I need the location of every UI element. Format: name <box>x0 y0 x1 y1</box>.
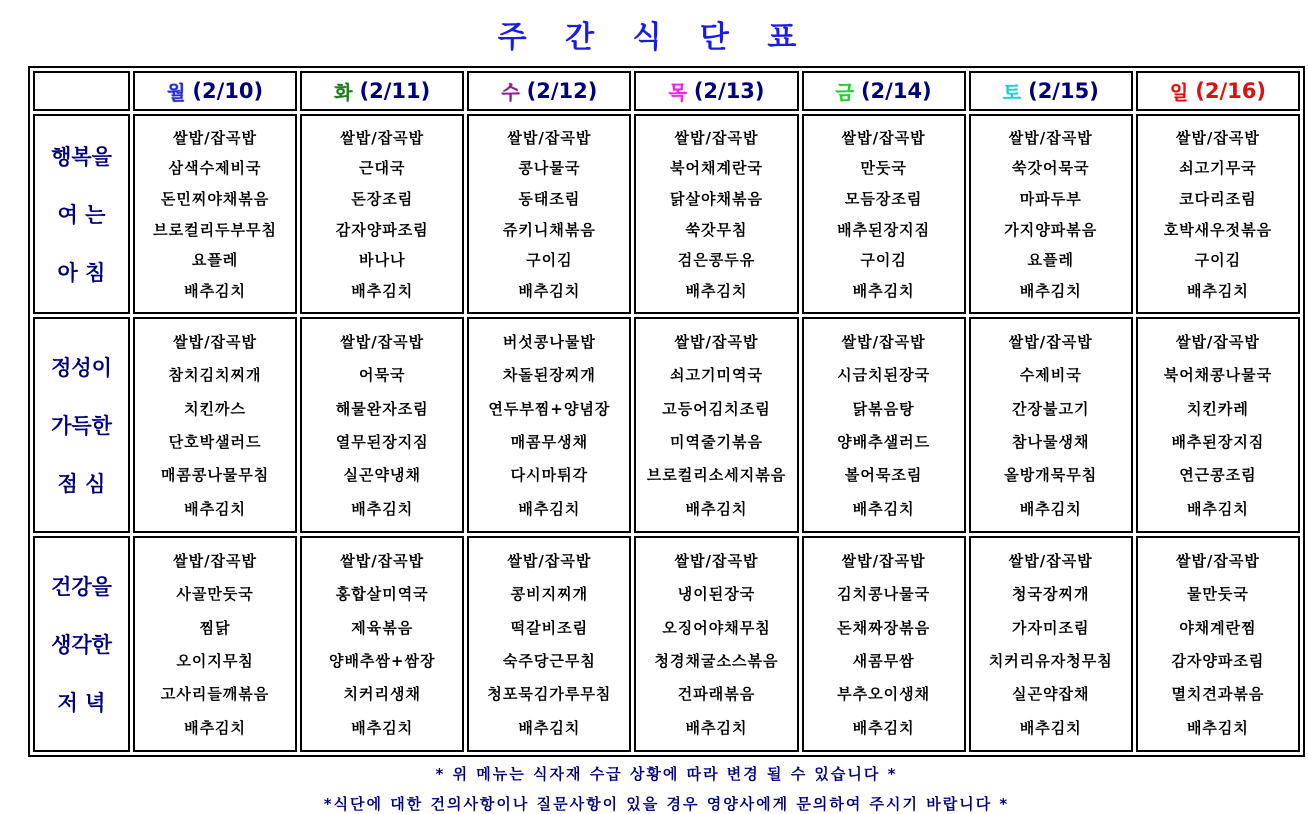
menu-item: 쌀밥/잡곡밥 <box>340 333 425 352</box>
menu-item: 구이김 <box>860 251 907 270</box>
menu-item: 배추김치 <box>685 718 748 737</box>
menu-item: 참나물생채 <box>1012 433 1090 452</box>
menu-item: 북어채계란국 <box>670 159 763 178</box>
menu-item: 차돌된장찌개 <box>502 366 596 385</box>
menu-cell <box>634 114 798 314</box>
menu-item: 배추김치 <box>852 718 915 737</box>
menu-item: 치커리생채 <box>343 685 421 704</box>
day-header-row <box>33 71 1300 111</box>
page-title: 주 간 식 단 표 <box>497 20 811 55</box>
menu-cell <box>300 317 464 533</box>
menu-item: 배추김치 <box>518 499 581 518</box>
menu-item: 배추김치 <box>1186 718 1249 737</box>
menu-item: 배추된장지짐 <box>837 220 931 239</box>
menu-item: 김치콩나물국 <box>837 585 931 604</box>
menu-item: 북어채콩나물국 <box>1163 366 1273 385</box>
menu-item: 쌀밥/잡곡밥 <box>507 128 592 147</box>
menu-item: 배추김치 <box>1019 282 1082 301</box>
day-glyph-icon: 수 <box>501 81 520 104</box>
menu-item: 쌀밥/잡곡밥 <box>1008 128 1093 147</box>
menu-item: 만둣국 <box>860 159 907 178</box>
menu-item: 간장불고기 <box>1012 399 1090 418</box>
menu-item: 닭볶음탕 <box>852 399 915 418</box>
menu-item: 쑥갓어묵국 <box>1012 159 1090 178</box>
meal-row-label-breakfast <box>33 114 130 314</box>
menu-item: 구이김 <box>526 251 573 270</box>
meal-row-label-lunch <box>33 317 130 533</box>
day-glyph-icon: 토 <box>1002 81 1022 104</box>
menu-cell <box>300 536 464 752</box>
day-header-cell <box>467 71 631 111</box>
menu-item: 냉이된장국 <box>677 585 756 604</box>
menu-item: 열무된장지짐 <box>335 433 429 452</box>
menu-item: 쌀밥/잡곡밥 <box>340 552 425 571</box>
menu-cell <box>133 114 297 314</box>
menu-item: 고사리들깨볶음 <box>160 685 270 704</box>
menu-item: 실곤약잡채 <box>1012 685 1090 704</box>
menu-item: 연두부찜+양념장 <box>488 399 611 418</box>
menu-item: 삼색수제비국 <box>168 159 262 178</box>
menu-item: 동태조림 <box>518 190 581 209</box>
menu-cell <box>133 536 297 752</box>
menu-item: 요플레 <box>191 251 239 270</box>
menu-item: 근대국 <box>358 159 406 178</box>
menu-item: 버섯콩나물밥 <box>502 333 596 352</box>
menu-item: 참치김치찌개 <box>168 366 262 385</box>
menu-item: 야채계란찜 <box>1179 618 1257 637</box>
day-date: (2/16) <box>1195 79 1266 103</box>
menu-item: 해물완자조림 <box>335 399 429 418</box>
day-glyph-icon: 화 <box>334 81 353 104</box>
menu-item: 쌀밥/잡곡밥 <box>841 128 926 147</box>
menu-item: 쌀밥/잡곡밥 <box>674 333 759 352</box>
menu-item: 구이김 <box>1194 251 1242 270</box>
meal-row-label-line: 점 심 <box>57 472 106 496</box>
day-date: (2/13) <box>693 79 765 103</box>
menu-item: 배추김치 <box>1019 718 1082 737</box>
menu-item: 올방개묵무침 <box>1004 466 1098 485</box>
menu-item: 다시마튀각 <box>510 466 589 485</box>
day-header-cell <box>802 71 966 111</box>
menu-item: 배추김치 <box>351 499 414 518</box>
menu-item: 배추김치 <box>351 718 414 737</box>
corner-cell <box>33 71 130 111</box>
menu-item: 치킨까스 <box>184 399 247 418</box>
meal-row-label-line: 행복을 <box>51 145 112 169</box>
menu-item: 검은콩두유 <box>677 251 756 270</box>
meal-row-label-line: 아 침 <box>57 261 106 285</box>
menu-item: 배추김치 <box>1019 499 1082 518</box>
menu-item: 배추김치 <box>1186 499 1249 518</box>
menu-cell <box>802 114 966 314</box>
menu-item: 가자미조림 <box>1012 618 1090 637</box>
menu-item: 쇠고기무국 <box>1179 159 1257 178</box>
day-header-cell <box>634 71 798 111</box>
menu-item: 쌀밥/잡곡밥 <box>1175 552 1260 571</box>
menu-item: 청경채굴소스볶음 <box>654 652 779 671</box>
menu-cell <box>1136 536 1300 752</box>
day-date: (2/14) <box>860 79 932 103</box>
footer-notes <box>28 763 1305 814</box>
menu-item: 쌀밥/잡곡밥 <box>173 552 258 571</box>
meal-row-label-dinner <box>33 536 130 752</box>
day-date: (2/11) <box>359 79 431 103</box>
menu-item: 마파두부 <box>1019 190 1082 209</box>
menu-item: 떡갈비조림 <box>510 618 589 637</box>
menu-item: 오징어야채무침 <box>662 618 771 637</box>
menu-cell <box>467 317 631 533</box>
footer-note-contact-dietitian: *식단에 대한 건의사항이나 질문사항이 있을 경우 영양사에게 문의하여 주시기 바랍니다 * <box>323 795 1010 813</box>
menu-item: 제육볶음 <box>351 618 414 637</box>
menu-item: 요플레 <box>1027 251 1075 270</box>
day-header-cell <box>133 71 297 111</box>
menu-item: 배추김치 <box>351 282 414 301</box>
day-header-cell <box>1136 71 1300 111</box>
menu-item: 쌀밥/잡곡밥 <box>841 333 926 352</box>
day-date: (2/12) <box>526 79 598 103</box>
menu-item: 콩나물국 <box>518 159 581 178</box>
menu-item: 양배추샐러드 <box>837 433 931 452</box>
menu-item: 시금치된장국 <box>837 366 931 385</box>
menu-item: 쌀밥/잡곡밥 <box>674 552 759 571</box>
menu-item: 닭살야채볶음 <box>670 190 763 209</box>
menu-item: 쌀밥/잡곡밥 <box>1008 552 1093 571</box>
menu-item: 어묵국 <box>358 366 406 385</box>
menu-item: 쌀밥/잡곡밥 <box>173 333 258 352</box>
menu-item: 돈장조림 <box>351 190 414 209</box>
menu-item: 새콤무쌈 <box>852 652 915 671</box>
menu-item: 치킨카레 <box>1186 399 1249 418</box>
meal-row-label-line: 여 는 <box>57 203 106 227</box>
menu-item: 청국장찌개 <box>1012 585 1090 604</box>
menu-item: 바나나 <box>358 251 406 270</box>
menu-cell <box>969 317 1133 533</box>
menu-cell <box>300 114 464 314</box>
menu-item: 쑥갓무침 <box>685 220 748 239</box>
menu-item: 양배추쌈+쌈장 <box>328 652 436 671</box>
meal-row-lunch <box>33 317 1300 533</box>
meal-row-label-line: 가득한 <box>51 414 112 438</box>
menu-item: 배추김치 <box>685 282 748 301</box>
menu-item: 감자양파조림 <box>335 220 429 239</box>
day-glyph-icon: 월 <box>167 81 186 104</box>
menu-cell <box>634 317 798 533</box>
menu-item: 부추오이생채 <box>837 685 931 704</box>
menu-item: 배추김치 <box>852 282 915 301</box>
meal-row-breakfast <box>33 114 1300 314</box>
menu-item: 쇠고기미역국 <box>670 366 763 385</box>
meal-row-label-line: 저 녁 <box>57 691 106 715</box>
menu-item: 배추김치 <box>1186 282 1249 301</box>
menu-item: 사골만둣국 <box>176 585 254 604</box>
menu-cell <box>969 114 1133 314</box>
menu-item: 쌀밥/잡곡밥 <box>173 128 258 147</box>
menu-item: 쌀밥/잡곡밥 <box>507 552 592 571</box>
menu-item: 오이지무침 <box>176 652 254 671</box>
menu-item: 단호박샐러드 <box>168 433 262 452</box>
menu-cell <box>1136 317 1300 533</box>
menu-item: 숙주당근무침 <box>502 652 596 671</box>
menu-item: 콩비지찌개 <box>510 585 589 604</box>
day-glyph-icon: 목 <box>668 81 687 104</box>
menu-table-body <box>33 114 1300 752</box>
day-date: (2/15) <box>1028 79 1099 103</box>
menu-item: 쥬키니채볶음 <box>502 220 596 239</box>
menu-item: 코다리조림 <box>1179 190 1257 209</box>
weekly-menu-table <box>28 66 1305 757</box>
menu-item: 가지양파볶음 <box>1004 220 1098 239</box>
menu-item: 배추김치 <box>184 718 247 737</box>
menu-item: 치커리유자청무침 <box>988 652 1113 671</box>
footer-note-menu-change: * 위 메뉴는 식자재 수급 상황에 따라 변경 될 수 있습니다 * <box>435 765 898 783</box>
menu-item: 쌀밥/잡곡밥 <box>841 552 926 571</box>
menu-cell <box>133 317 297 533</box>
menu-cell <box>467 536 631 752</box>
menu-item: 볼어묵조림 <box>844 466 923 485</box>
day-glyph-icon: 일 <box>1169 81 1189 104</box>
menu-cell <box>1136 114 1300 314</box>
menu-item: 배추김치 <box>184 499 247 518</box>
menu-cell <box>969 536 1133 752</box>
menu-item: 매콤무생채 <box>510 433 589 452</box>
menu-item: 배추김치 <box>685 499 748 518</box>
day-glyph-icon: 금 <box>835 81 854 104</box>
day-header-cell <box>969 71 1133 111</box>
menu-item: 브로컬리두부무침 <box>153 220 278 239</box>
menu-item: 호박새우젓볶음 <box>1163 220 1273 239</box>
meal-row-dinner <box>33 536 1300 752</box>
menu-cell <box>467 114 631 314</box>
menu-item: 쌀밥/잡곡밥 <box>340 128 425 147</box>
menu-item: 청포묵김가루무침 <box>487 685 612 704</box>
menu-item: 감자양파조림 <box>1171 652 1265 671</box>
menu-item: 배추김치 <box>518 718 581 737</box>
menu-item: 쌀밥/잡곡밥 <box>1175 128 1260 147</box>
menu-item: 수제비국 <box>1019 366 1082 385</box>
menu-item: 찜닭 <box>199 618 231 637</box>
menu-item: 배추김치 <box>852 499 915 518</box>
meal-row-label-line: 생각한 <box>51 633 112 657</box>
menu-item: 고등어김치조림 <box>662 399 771 418</box>
menu-item: 실곤약냉채 <box>343 466 421 485</box>
menu-item: 브로컬리소세지볶음 <box>646 466 787 485</box>
day-date: (2/10) <box>192 79 264 103</box>
menu-item: 건파래볶음 <box>677 685 756 704</box>
menu-item: 쌀밥/잡곡밥 <box>674 128 759 147</box>
menu-item: 배추김치 <box>518 282 581 301</box>
menu-item: 매콤콩나물무침 <box>160 466 270 485</box>
menu-item: 미역줄기볶음 <box>670 433 763 452</box>
menu-cell <box>802 317 966 533</box>
menu-item: 모듬장조림 <box>844 190 923 209</box>
menu-cell <box>802 536 966 752</box>
menu-item: 배추김치 <box>184 282 247 301</box>
menu-item: 멸치견과볶음 <box>1171 685 1265 704</box>
menu-item: 연근콩조림 <box>1179 466 1257 485</box>
menu-item: 물만둣국 <box>1186 585 1249 604</box>
menu-item: 돈채짜장볶음 <box>837 618 931 637</box>
menu-cell <box>634 536 798 752</box>
menu-item: 배추된장지짐 <box>1171 433 1265 452</box>
meal-row-label-line: 건강을 <box>51 575 112 599</box>
meal-row-label-line: 정성이 <box>51 356 112 380</box>
day-header-cell <box>300 71 464 111</box>
menu-item: 쌀밥/잡곡밥 <box>1008 333 1093 352</box>
menu-item: 쌀밥/잡곡밥 <box>1175 333 1260 352</box>
menu-item: 돈민찌야채볶음 <box>160 190 270 209</box>
menu-item: 홍합살미역국 <box>335 585 429 604</box>
